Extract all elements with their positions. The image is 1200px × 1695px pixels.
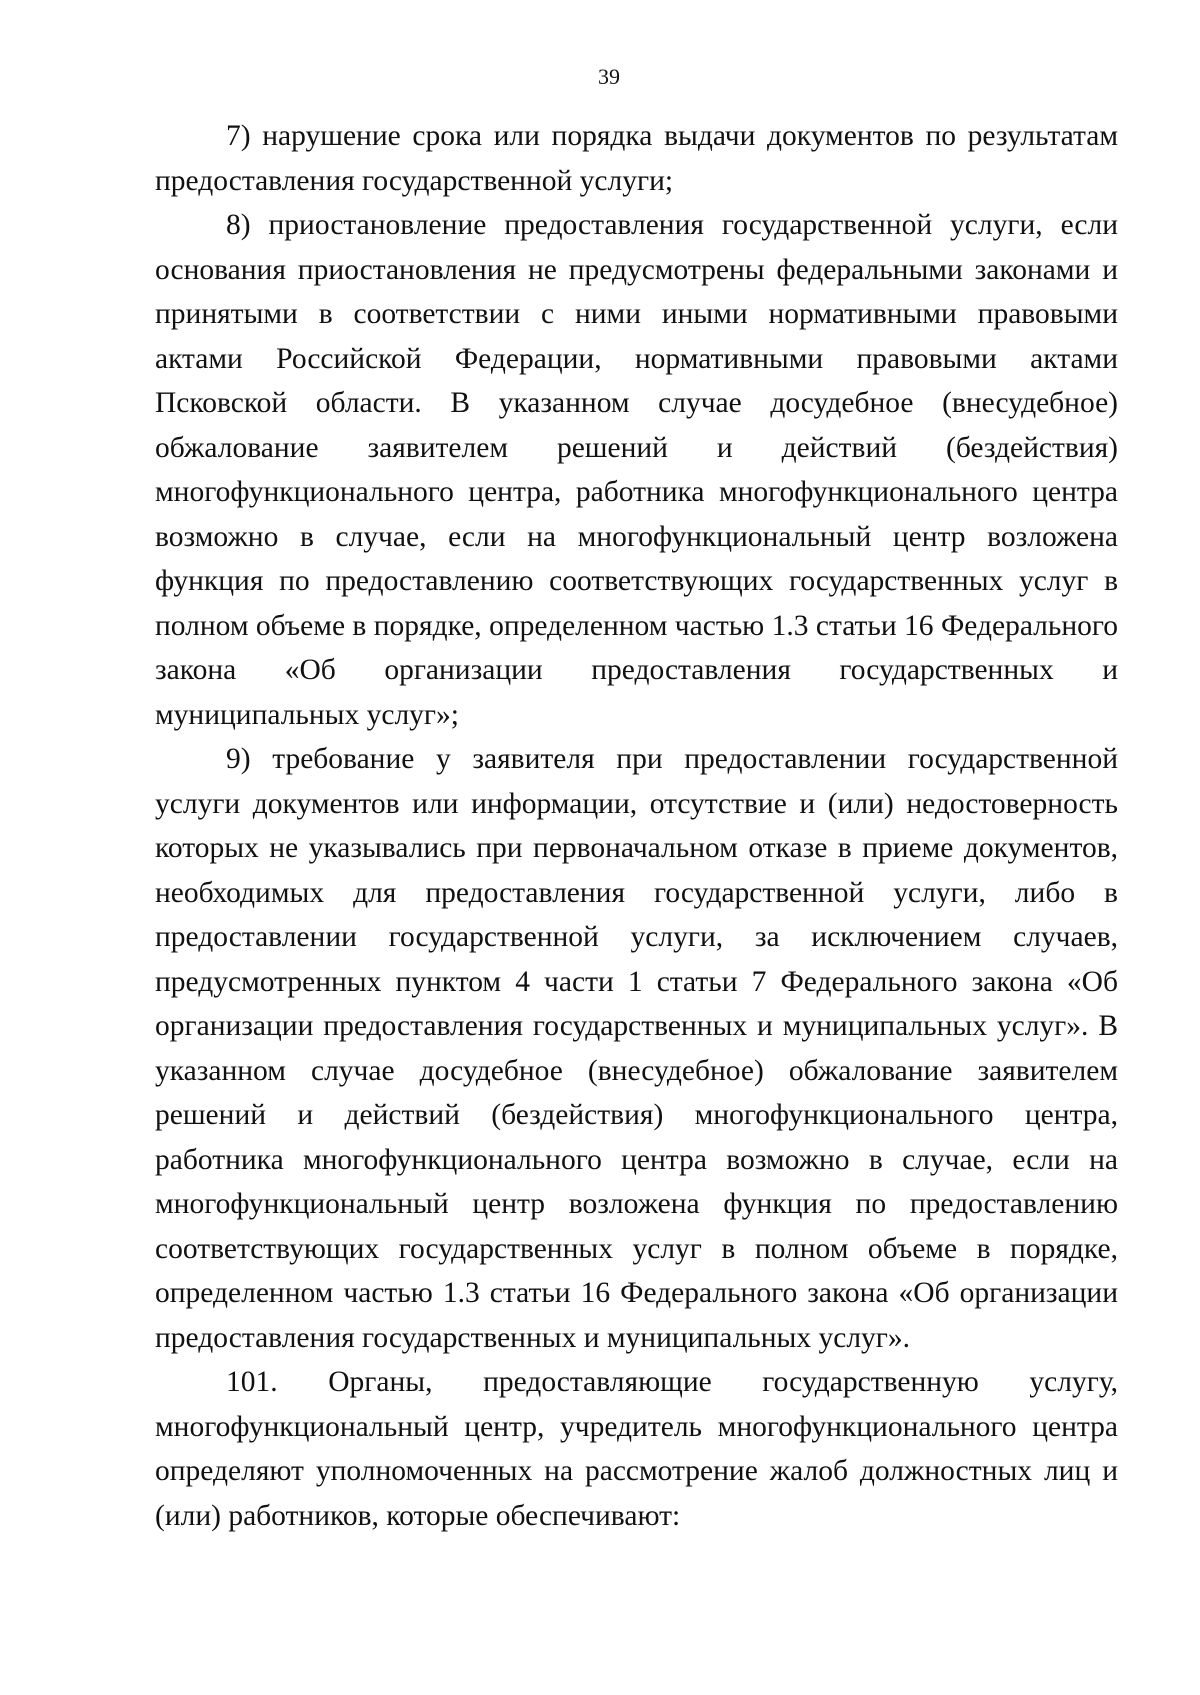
paragraph-item-7: 7) нарушение срока или порядка выдачи документов по результатам предоставления государственной услуги; <box>155 120 1118 197</box>
document-body <box>155 114 1118 1538</box>
paragraph-item-8: 8) приостановление предоставления государственной услуги, если основания приостановления не предусмотрены федеральными законами и принятыми в соответствии с ними иными нормативными правовыми актами Российской Федерации, нормативными правовыми актами Псковской области. В указанном случае досудебное (внесудебное) обжалование заявителем решений и действий (бездействия) многофункционального центра, работника многофункционального центра возможно в случае, если на многофункциональный центр возложена функция по предоставлению соответствующих государственных услуг в полном объеме в порядке, определенном частью 1.3 статьи 16 Федерального закона «Об организации предоставления государственных и муниципальных услуг»; <box>155 209 1118 731</box>
page-number: 39 <box>598 64 620 89</box>
paragraph-item-9: 9) требование у заявителя при предоставлении государственной услуги документов или информации, отсутствие и (или) недостоверность которых не указывались при первоначальном отказе в приеме документов, необходимых для предоставления государственной услуги, либо в предоставлении государственной услуги, за исключением случаев, предусмотренных пунктом 4 части 1 статьи 7 Федерального закона «Об организации предоставления государственных и муниципальных услуг». В указанном случае досудебное (внесудебное) обжалование заявителем решений и действий (бездействия) многофункционального центра, работника многофункционального центра возможно в случае, если на многофункциональный центр возложена функция по предоставлению соответствующих государственных услуг в полном объеме в порядке, определенном частью 1.3 статьи 16 Федерального закона «Об организации предоставления государственных и муниципальных услуг». <box>155 743 1118 1354</box>
paragraph-clause-101: 101. Органы, предоставляющие государственную услугу, многофункциональный центр, учредитель многофункционального центра определяют уполномоченных на рассмотрение жалоб должностных лиц и (или) работников, которые обеспечивают: <box>155 1366 1118 1532</box>
